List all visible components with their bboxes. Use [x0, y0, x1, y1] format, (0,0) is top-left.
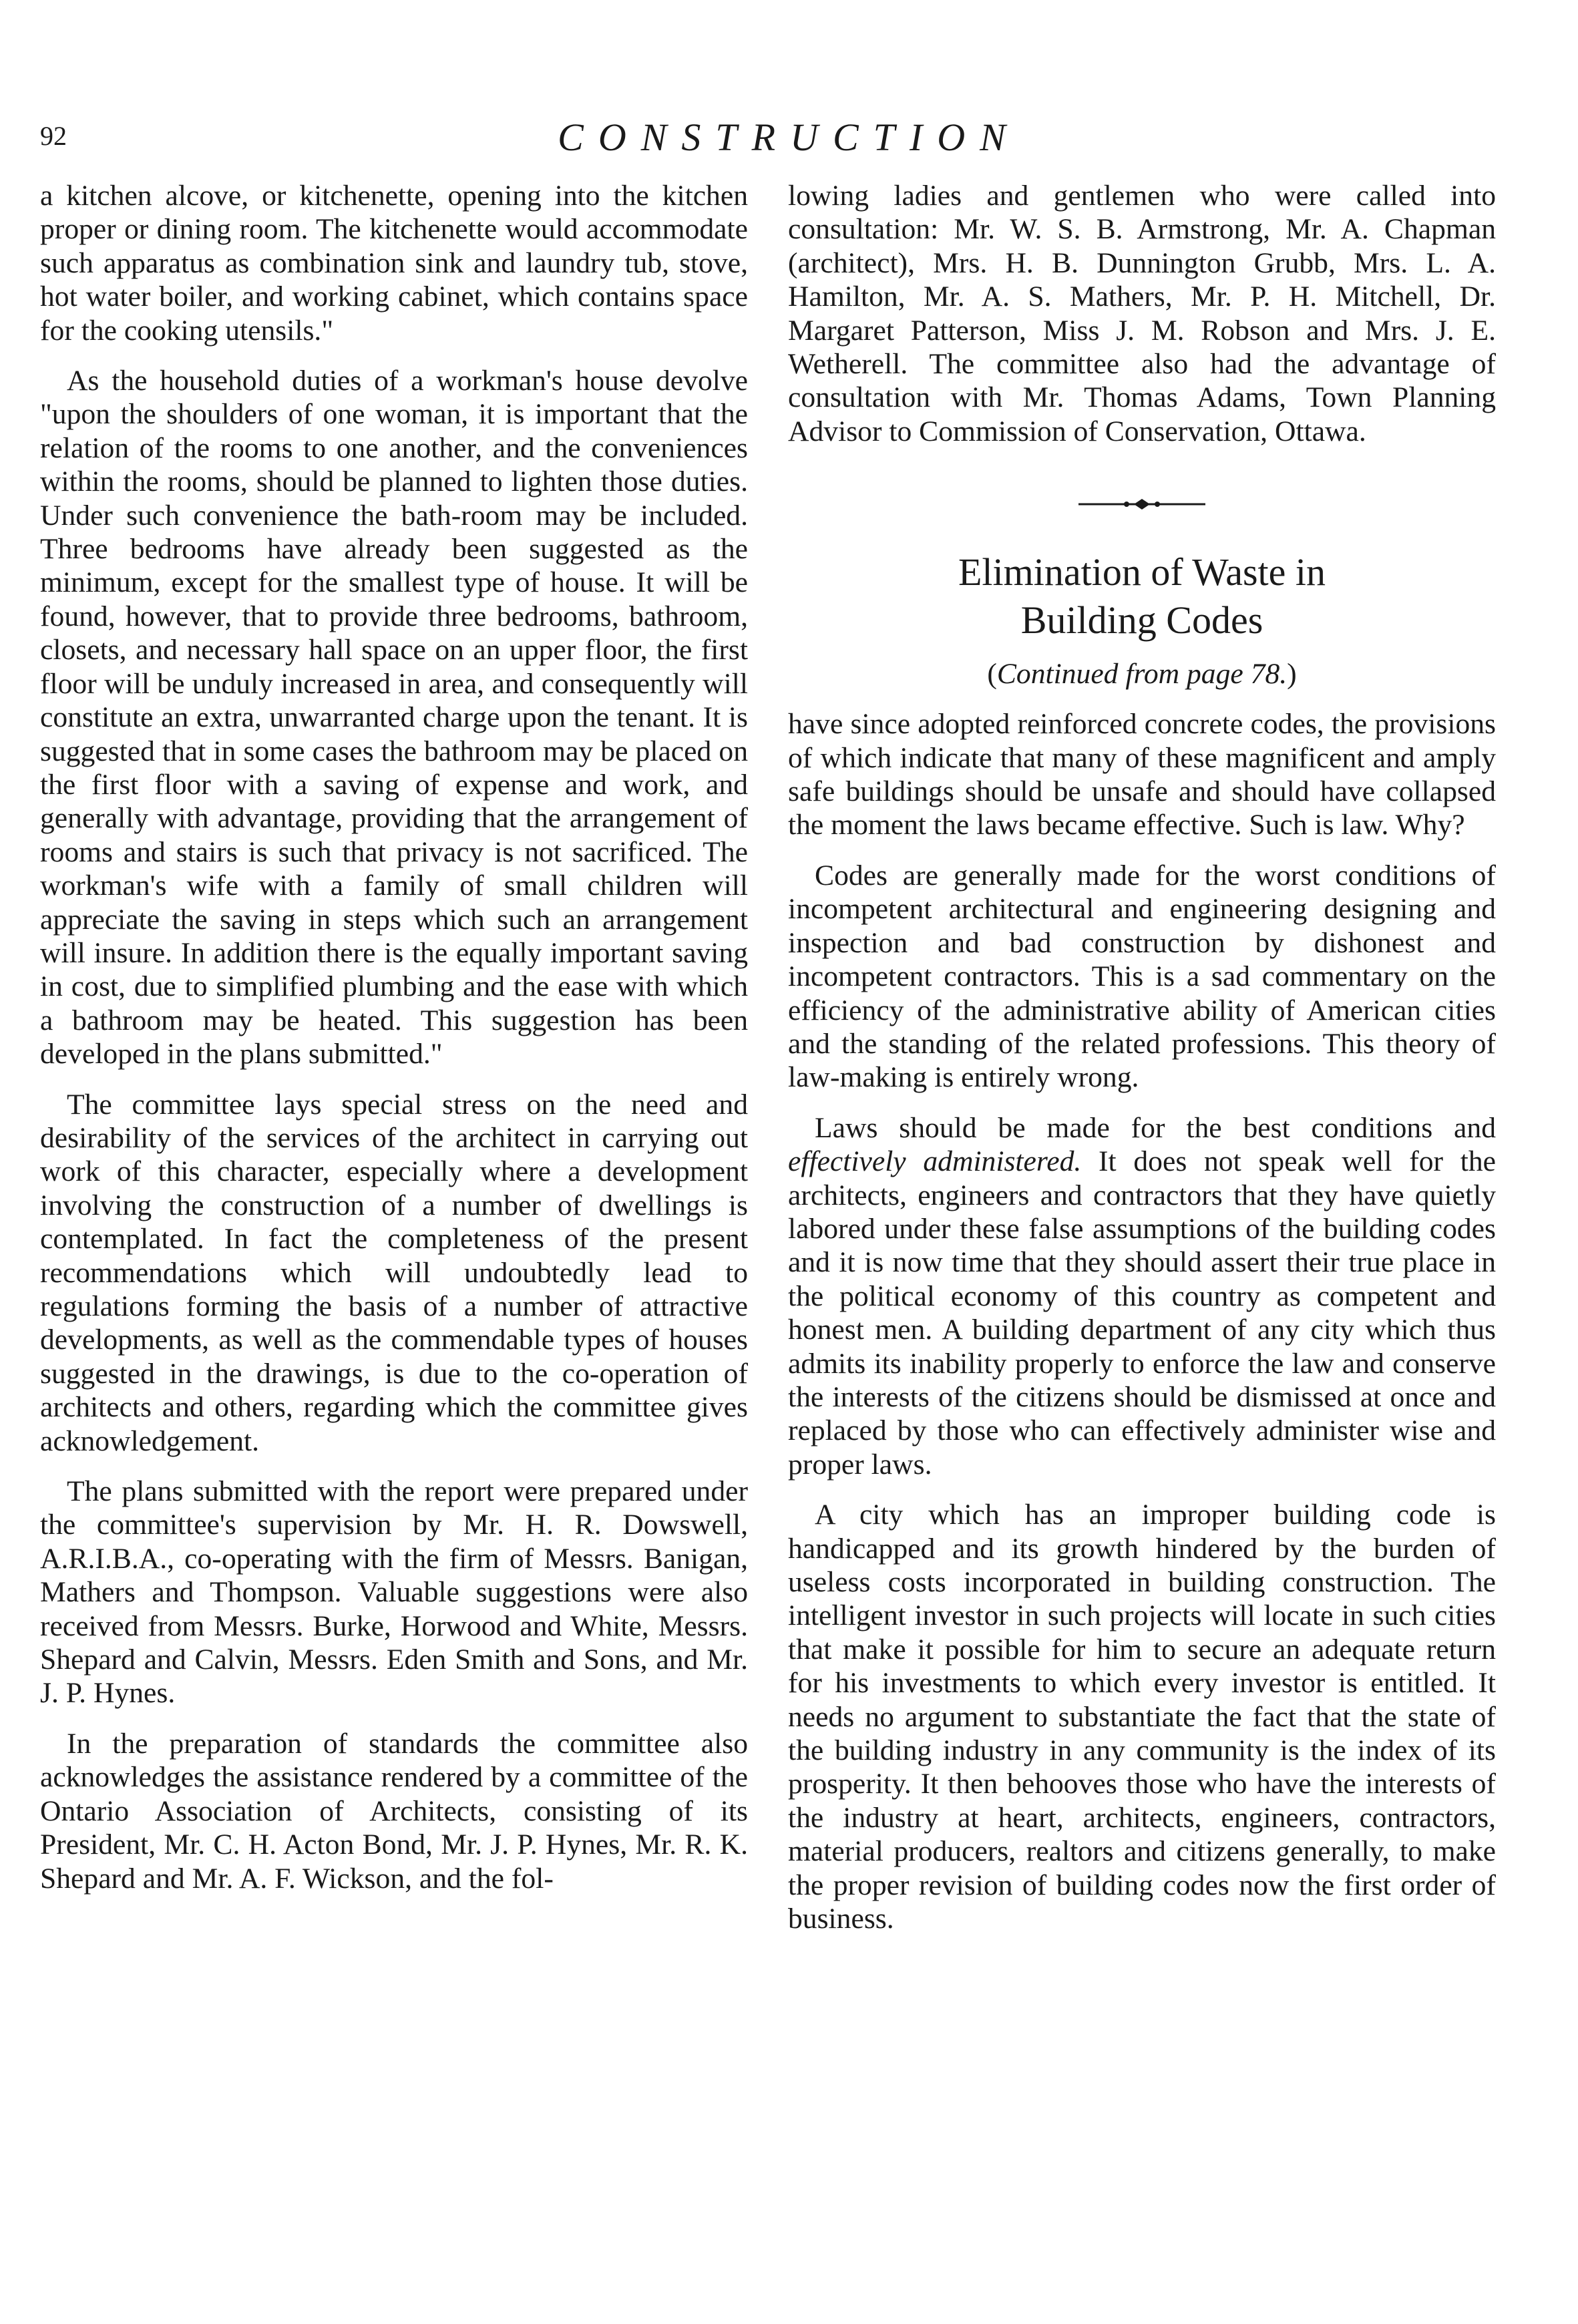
left-paragraph-4: The plans submitted with the report were prepared under the committee's supervision by Mr. H. R. Dowswell, A.R.I.B.A., co-operating with the firm of Messrs. Banigan, Mathers and Thompson. Valuable suggestions were also received from Messrs. Burke, Horwood and White, Messrs. Shepard and Calvin, Messrs. Eden Smith and Sons, and Mr. J. P. Hynes. — [40, 1475, 748, 1710]
right-column — [788, 179, 1496, 1952]
left-paragraph-1: a kitchen alcove, or kitchenette, opening into the kitchen proper or dining room. The kitchenette would accommodate such apparatus as combination sink and laundry tub, stove, hot water boiler, and working cabinet, which contains space for the cooking utensils." — [40, 180, 748, 347]
right-paragraph-4-start: Laws should be made for the best conditions and — [815, 1111, 1496, 1144]
right-paragraph-5: A city which has an improper building code is handicapped and its growth hindered by the burden of useless costs incorporated in building construction. The intelligent investor in such projects will locate in such cities that make it possible for him to secure an adequate return for his investments to which every investor is entitled. It needs no argument to substantiate the fact that the state of the building industry in any community is the index of its prosperity. It then behooves those who have the interests of the industry at heart, architects, engineers, contractors, material producers, realtors and citizens generally, to make the proper revision of building codes now the first order of business. — [788, 1499, 1496, 1935]
page-number: 92 — [40, 121, 67, 151]
right-paragraph-4-end: It does not speak well for the architects, engineers and contractors that they have quietly labored under these false assumptions of the building codes and it is now time that they should assert their true place in the political economy of this country as competent and honest men. A building department of any city which thus admits its inability properly to enforce the law and conserve the interests of the citizens should be dismissed at once and replaced by those who can effectively administer wise and proper laws. — [788, 1145, 1496, 1481]
right-paragraph-1: lowing ladies and gentlemen who were called into consultation: Mr. W. S. B. Armstrong, Mr. A. Chapman (architect), Mrs. H. B. Dunnington Grubb, Mrs. L. A. Hamilton, Mr. A. S. Mathers, Mr. P. H. Mitchell, Dr. Margaret Patterson, Miss J. M. Robson and Mrs. J. E. Wetherell. The committee also had the advantage of consultation with Mr. Thomas Adams, Town Planning Advisor to Commission of Conservation, Ottawa. — [788, 180, 1496, 447]
continued-note-text: Continued from page 78. — [996, 658, 1288, 691]
article-title — [788, 548, 1496, 644]
left-paragraph-3: The committee lays special stress on the need and desirability of the services of the architect in carrying out work of this character, especially where a development involving the construction of a number of dwellings is contemplated. In fact the completeness of the present recommendations which will undoubtedly lead to regulations forming the basis of a number of attractive developments, as well as the commendable types of houses suggested in the drawings, is due to the co-operation of architects and others, regarding which the committee gives acknowledgement. — [40, 1088, 748, 1457]
right-paragraph-2: have since adopted reinforced concrete codes, the provisions of which indicate that many of these magnificent and amply safe buildings should be unsafe and should have collapsed the moment the laws became effective. Such is law. Why? — [788, 708, 1496, 841]
section-divider-ornament — [1078, 496, 1205, 512]
right-paragraph-4 — [788, 1111, 1496, 1481]
left-paragraph-2: As the household duties of a workman's house devolve "upon the shoulders of one woman, it is important that the relation of the rooms to one another, and the conveniences within the rooms, should be planned to lighten those duties. Under such convenience the bath-room may be included. Three bedrooms have already been suggested as the minimum, except for the smallest type of house. It will be found, however, that to provide three bedrooms, bathroom, closets, and necessary hall space on an upper floor, the first floor will be unduly increased in area, and consequently will constitute an extra, unwarranted charge upon the tenant. It is suggested that in some cases the bathroom may be placed on the first floor with a saving of expense and work, and generally with advantage, providing that the arrangement of rooms and stairs is such that privacy is not sacrificed. The workman's wife with a family of small children will appreciate the saving in steps which such an arrangement will insure. In addition there is the equally important saving in cost, due to simplified plumbing and the ease with which a bathroom may be heated. This suggestion has been developed in the plans submitted." — [40, 365, 748, 1071]
right-paragraph-4-emphasis: effectively administered. — [788, 1145, 1082, 1178]
left-column — [40, 179, 748, 1912]
left-paragraph-5: In the preparation of standards the committee also acknowledges the assistance rendered by a committee of the Ontario Association of Architects, consisting of its President, Mr. C. H. Acton Bond, Mr. J. P. Hynes, Mr. R. K. Shepard and Mr. A. F. Wickson, and the fol- — [40, 1727, 748, 1895]
right-paragraph-3: Codes are generally made for the worst conditions of incompetent architectural and engineering designing and inspection and bad construction by dishonest and incompetent contractors. This is a sad commentary on the efficiency of the administrative ability of American cities and the standing of the related professions. This theory of law-making is entirely wrong. — [788, 859, 1496, 1094]
continued-note: (Continued from page 78.) — [987, 658, 1297, 691]
article-title-line-1: Elimination of Waste in — [958, 550, 1326, 594]
article-title-line-2: Building Codes — [1020, 598, 1263, 642]
running-head: CONSTRUCTION — [558, 116, 1020, 159]
